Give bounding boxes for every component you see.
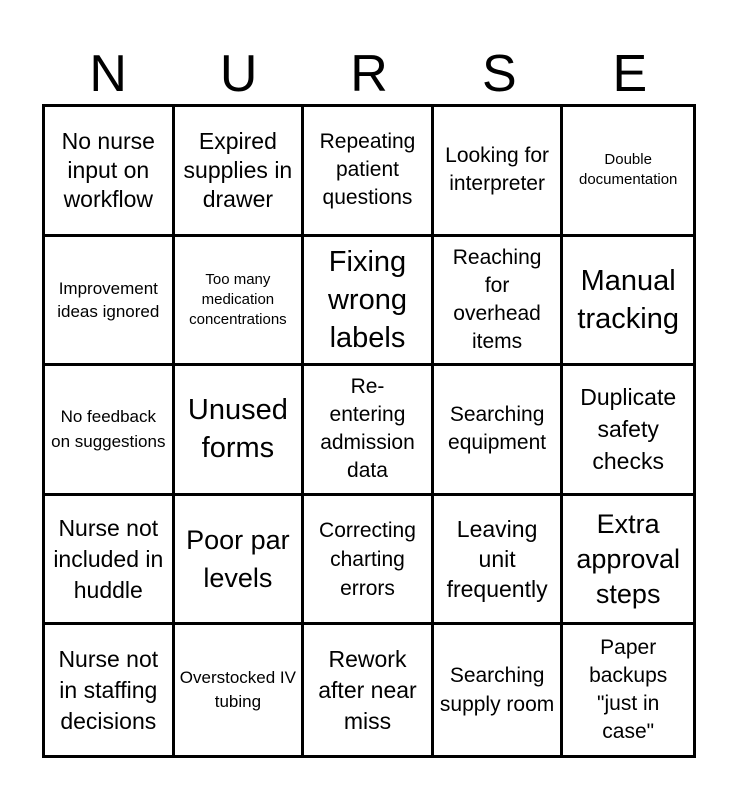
bingo-cell[interactable] <box>175 237 305 367</box>
cell-text: Nurse not included in huddle <box>53 514 164 603</box>
bingo-cell[interactable] <box>563 496 693 626</box>
header-letter-e: E <box>612 45 648 103</box>
cell-text: Rework after near miss <box>318 645 417 734</box>
bingo-cell[interactable] <box>434 496 564 626</box>
cell-text: Correcting charting errors <box>319 518 416 600</box>
cell-text: Double documentation <box>578 151 678 189</box>
cell-text: Overstocked IV tubing <box>179 668 296 712</box>
cell-text: Searching supply room <box>439 664 555 717</box>
bingo-cell[interactable] <box>175 107 305 237</box>
header-letter-u: U <box>219 45 258 103</box>
cell-text: Reaching for overhead items <box>452 245 542 353</box>
header-letter-s: S <box>482 45 517 103</box>
bingo-cell[interactable] <box>45 237 175 367</box>
bingo-cell[interactable] <box>45 107 175 237</box>
bingo-cell[interactable] <box>304 366 434 496</box>
bingo-cell[interactable] <box>45 366 175 496</box>
bingo-cell[interactable] <box>304 625 434 755</box>
bingo-cell[interactable] <box>563 625 693 755</box>
cell-text: Looking for interpreter <box>445 144 550 196</box>
bingo-cell[interactable] <box>45 496 175 626</box>
bingo-cell[interactable] <box>563 107 693 237</box>
bingo-cell[interactable] <box>563 237 693 367</box>
cell-text: Extra approval steps <box>576 508 680 609</box>
bingo-cell[interactable] <box>434 237 564 367</box>
cell-text: Re-entering admission data <box>320 375 415 483</box>
cell-text: Repeating patient questions <box>319 130 416 210</box>
cell-text: Leaving unit frequently <box>446 516 548 603</box>
bingo-cell[interactable] <box>434 107 564 237</box>
bingo-cell[interactable] <box>434 625 564 755</box>
bingo-cell[interactable] <box>175 496 305 626</box>
bingo-cell[interactable] <box>563 366 693 496</box>
header-letter-r: R <box>350 45 388 103</box>
cell-text: Duplicate safety checks <box>580 384 677 475</box>
bingo-cell[interactable] <box>304 237 434 367</box>
cell-text: Expired supplies in drawer <box>183 127 293 212</box>
cell-text: Manual tracking <box>577 264 679 335</box>
bingo-board <box>42 104 696 758</box>
bingo-header <box>43 44 695 104</box>
cell-text: Fixing wrong labels <box>327 245 407 354</box>
bingo-cell[interactable] <box>304 496 434 626</box>
bingo-cell[interactable] <box>45 625 175 755</box>
cell-text: Paper backups "just in case" <box>589 636 668 744</box>
header-letter-n: N <box>89 45 127 103</box>
cell-text: Poor par levels <box>186 525 290 594</box>
bingo-cell[interactable] <box>175 366 305 496</box>
cell-text: No nurse input on workflow <box>61 127 155 212</box>
bingo-cell[interactable] <box>434 366 564 496</box>
cell-text: No feedback on suggestions <box>51 407 166 452</box>
cell-text: Unused forms <box>187 394 288 465</box>
cell-text: Too many medication concentrations <box>189 270 287 328</box>
cell-text: Improvement ideas ignored <box>57 278 160 321</box>
bingo-cell[interactable] <box>175 625 305 755</box>
bingo-cell[interactable] <box>304 107 434 237</box>
cell-text: Nurse not in staffing decisions <box>58 645 159 734</box>
cell-text: Searching equipment <box>448 403 547 455</box>
